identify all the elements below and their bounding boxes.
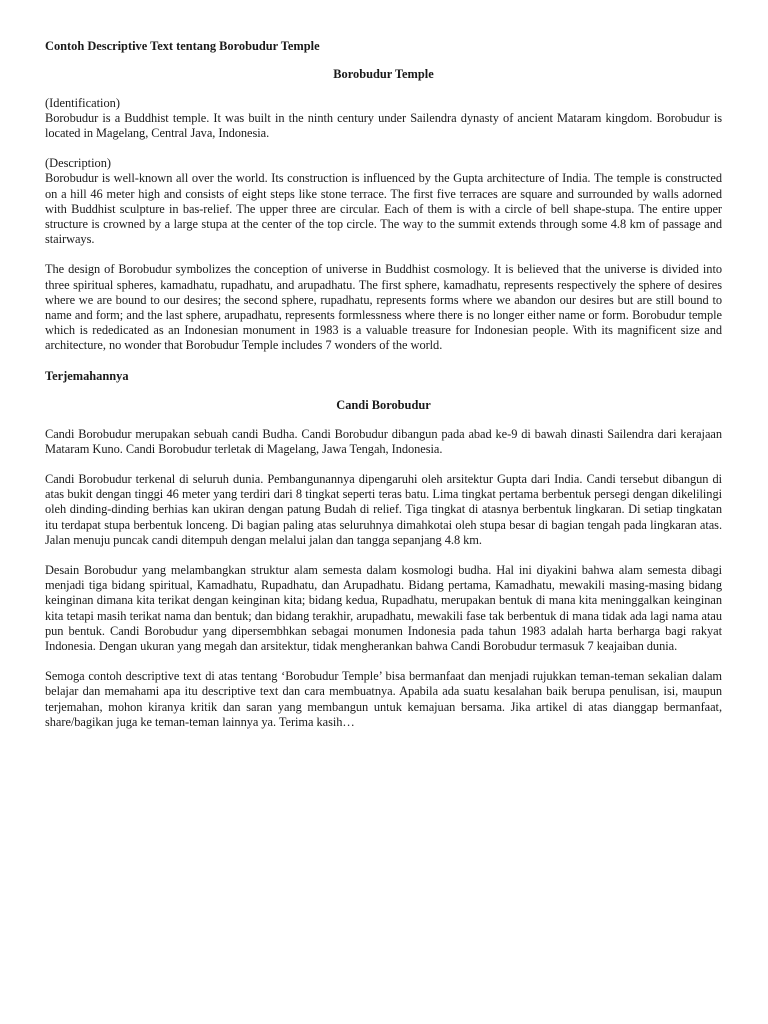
translation-label: Terjemahannya	[45, 368, 129, 383]
description-paragraph-1: Borobudur is well-known all over the world. Its construction is influenced by the Gupta architecture of India. The temple is constructed on a hill 46 meter high and consists of eight steps like stone terrace. The first five terraces are square and surrounded by walls adorned with Buddhist sculpture in bas-relief. The upper three are circular. Each of them is with a circle of bell shape-stupa. The entire upper structure is crowned by a large stupa at the center of the top circle. The way to the summit extends through some 4.8 km of passage and stairways.	[45, 171, 722, 247]
description-label: (Description)	[45, 156, 112, 171]
identification-paragraph: Borobudur is a Buddhist temple. It was built in the ninth century under Sailendra dynasty of ancient Mataram kingdom. Borobudur is located in Magelang, Central Java, Indonesia.	[45, 111, 722, 141]
translation-paragraph-2: Candi Borobudur terkenal di seluruh dunia. Pembangunannya dipengaruhi oleh arsitektur Gupta dari India. Candi tersebut dibangun di atas bukit dengan tinggi 46 meter yang terdiri dari 8 tingkat seperti teras batu. Lima tingkat pertama berbentuk persegi dengan dikelilingi oleh dinding-dinding berhias kan ukiran dengan patung Budah di relief. Tiga tingkat di atasnya berbentuk lingkaran. Di setiap tingkatan itu terdapat stupa berbentuk lonceng. Di bagian paling atas seluruhnya dimahkotai oleh stupa besar di bagian tengah pada lingkaran atas. Jalan menuju puncak candi ditempuh dengan melalui jalan dan tangga sepanjang 4.8 km.	[45, 472, 722, 547]
translation-paragraph-1: Candi Borobudur merupakan sebuah candi Budha. Candi Borobudur dibangun pada abad ke-9 di bawah dinasti Sailendra dari kerajaan Mataram Kuno. Candi Borobudur terletak di Magelang, Jawa Tengah, Indonesia.	[45, 426, 722, 456]
closing-paragraph: Semoga contoh descriptive text di atas tentang ‘Borobudur Temple’ bisa bermanfaat dan menjadi rujukkan teman-teman sekalian dalam belajar dan memahami apa itu descriptive text dan cara membuatnya. Apabila ada suatu kesalahan baik berupa penulisan, isi, maupun terjemahan, mohon kiranya kritik dan saran yang membangun untuk kemajuan bersama. Jika artikel di atas dianggap bermanfaat, share/bagikan juga ke teman-teman lainnya ya. Terima kasih…	[45, 669, 722, 729]
description-paragraph-2: The design of Borobudur symbolizes the conception of universe in Buddhist cosmology. It is believed that the universe is divided into three spiritual spheres, kamadhatu, rupadhatu, and arupadhatu. The first sphere, kamadhatu, represents respectively the sphere of desires where we are bound to our desires; the second sphere, rupadhatu, represents forms where we abandon our desires but are still bound to name and form; and the last sphere, arupadhatu, represents formlessness where there is no longer either name or form. Borobudur temple which is rededicated as an Indonesian monument in 1983 is a valuable treasure for Indonesian people. With its magnificent size and architecture, no wonder that Borobudur Temple includes 7 wonders of the world.	[45, 262, 722, 353]
document-title: Contoh Descriptive Text tentang Borobudur Temple	[45, 39, 320, 53]
identification-label: (Identification)	[45, 96, 120, 110]
english-title: Borobudur Temple	[333, 67, 434, 81]
translation-paragraph-3: Desain Borobudur yang melambangkan struktur alam semesta dalam kosmologi budha. Hal ini diyakini bahwa alam semesta dibagi menjadi tiga bidang spiritual, Kamadhatu, Rupadhatu, dan Arupadhatu. Bidang pertama, Kamadhatu, mewakili masing-masing bidang keinginan dimana kita terikat dengan keinginan kita; bidang kedua, Rupadhatu, merupakan bentuk di mana kita meninggalkan keinginan kita tetapi masih terikat nama dan bentuk; dan bidang terakhir, arupadhatu, mewakili fase tak berbentuk di mana tidak ada lagi nama atau pun bentuk. Candi Borobudur yang dipersembhkan sebagai monumen Indonesia pada tahun 1983 adalah harta berharga bagi rakyat Indonesia. Dengan ukuran yang megah dan arsitektur, tidak mengherankan bahwa Candi Borobudur termasuk 7 keajaiban dunia.	[45, 563, 722, 654]
translation-title: Candi Borobudur	[336, 397, 431, 412]
